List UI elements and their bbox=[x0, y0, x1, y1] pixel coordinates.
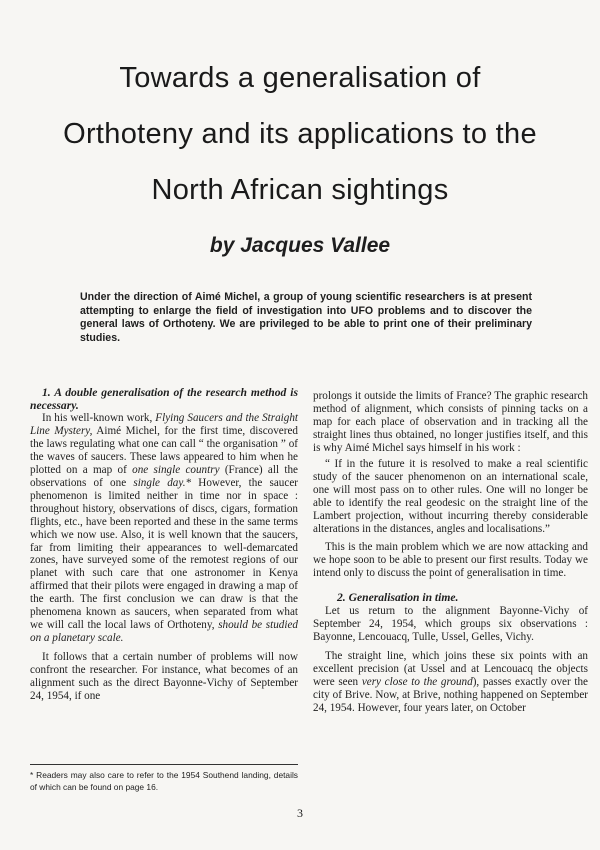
footnote: * Readers may also care to refer to the 1954 Southend landing, details of which can be found on page 16. bbox=[30, 770, 298, 792]
emphasis: should be studied on a planetary scale. bbox=[30, 619, 298, 645]
title-line-2: Orthoteny and its applications to the bbox=[63, 118, 537, 150]
section-1-number: 1. bbox=[42, 386, 51, 399]
text-run: ), passes exactly over the city of Brive. Now, at Brive, nothing happened on September 24, 1954. However, four years later, on October bbox=[313, 675, 588, 714]
section-2-paragraph-1: Let us return to the alignment Bayonne-Vichy of September 24, 1954, which groups six observations : Bayonne, Lencouacq, Tulle, Ussel, Gelles, Vichy. bbox=[313, 604, 588, 643]
section-2-heading bbox=[313, 592, 588, 605]
block-quote: “ If in the future it is resolved to make a real scientific study of the saucer phenomenon on an international scale, one will most pass on to other rules. One will no longer be able to identify the real geodesic on the straight line of the Lambert projection, without incurring thereby considerable alterations in the distances, angles and localisations.” bbox=[313, 457, 588, 535]
book-title: Flying Saucers and the Straight Line Mystery, bbox=[30, 412, 298, 437]
right-paragraph-2: This is the main problem which we are now attacking and we hope soon to be able to present our first results. Today we intend only to discuss the point of generalisation in time. bbox=[313, 541, 588, 580]
title-line-1: Towards a generalisation of bbox=[119, 62, 481, 94]
byline: by Jacques Vallee bbox=[209, 234, 391, 257]
page-number: 3 bbox=[297, 806, 303, 820]
intro-paragraph: Under the direction of Aimé Michel, a group of young scientific researchers is at present attempting to enlarge the field of investigation into UFO problems and to discover the general laws of Orthoteny. We are privileged to be able to print one of their preliminary studies. bbox=[80, 291, 532, 344]
section-1-heading bbox=[30, 387, 298, 412]
emphasis: one single country bbox=[132, 463, 220, 476]
section-1-paragraph-1 bbox=[30, 412, 298, 645]
footnote-divider bbox=[30, 764, 298, 765]
emphasis: single day.* bbox=[133, 476, 192, 489]
right-paragraph-1: prolongs it outside the limits of France? The graphic research method of alignment, which consists of pinning tacks on a map for each place of observation and in tracking all the straight lines thus obtained, no longer justifies itself, and this is why Aimé Michel says himself in his work : bbox=[313, 390, 588, 454]
text-run: The straight line, which joins these six points with an excellent precision (at Ussel and at Lencouacq the objects were seen bbox=[313, 649, 588, 688]
text-run: Aimé Michel, for the first time, discovered the laws regulating what one can call “ the organisation ” of the waves of saucers. These laws appeared to him when he plotted on a map of bbox=[30, 424, 298, 476]
section-1-paragraph-2: It follows that a certain number of problems will now confront the researcher. For instance, what becomes of an alignment such as the direct Bayonne-Vichy of September 24, 1954, if one bbox=[30, 651, 298, 703]
left-column bbox=[30, 387, 298, 703]
text-run: However, the saucer phenomenon is limited neither in time nor in space : throughout history, observations of discs, cigars, formation flights, etc., have been reported and these in the same terms which we now use. Also, it is well known that the saucers, far from limiting their appearances to well-demarcated zones, have surveyed some of the remotest regions of our planet with such care that one astronomer in Kenya affirmed that their pilots were engaged in drawing a map of the earth. The first conclusion we can draw is that the phenomena known as saucers, when separated from what we will call the local laws of Orthoteny, bbox=[30, 476, 298, 632]
section-2-number: 2. bbox=[337, 591, 346, 605]
emphasis: very close to the ground bbox=[361, 675, 473, 688]
right-column bbox=[313, 390, 588, 714]
section-2-heading-text: Generalisation in time. bbox=[348, 591, 459, 605]
section-2-paragraph-2 bbox=[313, 650, 588, 715]
section-1-heading-text: A double generalisation of the research method is necessary. bbox=[30, 386, 298, 412]
text-run: (France) all the observations of one bbox=[30, 463, 298, 489]
title-line-3: North African sightings bbox=[151, 174, 449, 206]
text-run: In his well-known work, bbox=[42, 412, 156, 424]
article-title bbox=[0, 50, 600, 218]
